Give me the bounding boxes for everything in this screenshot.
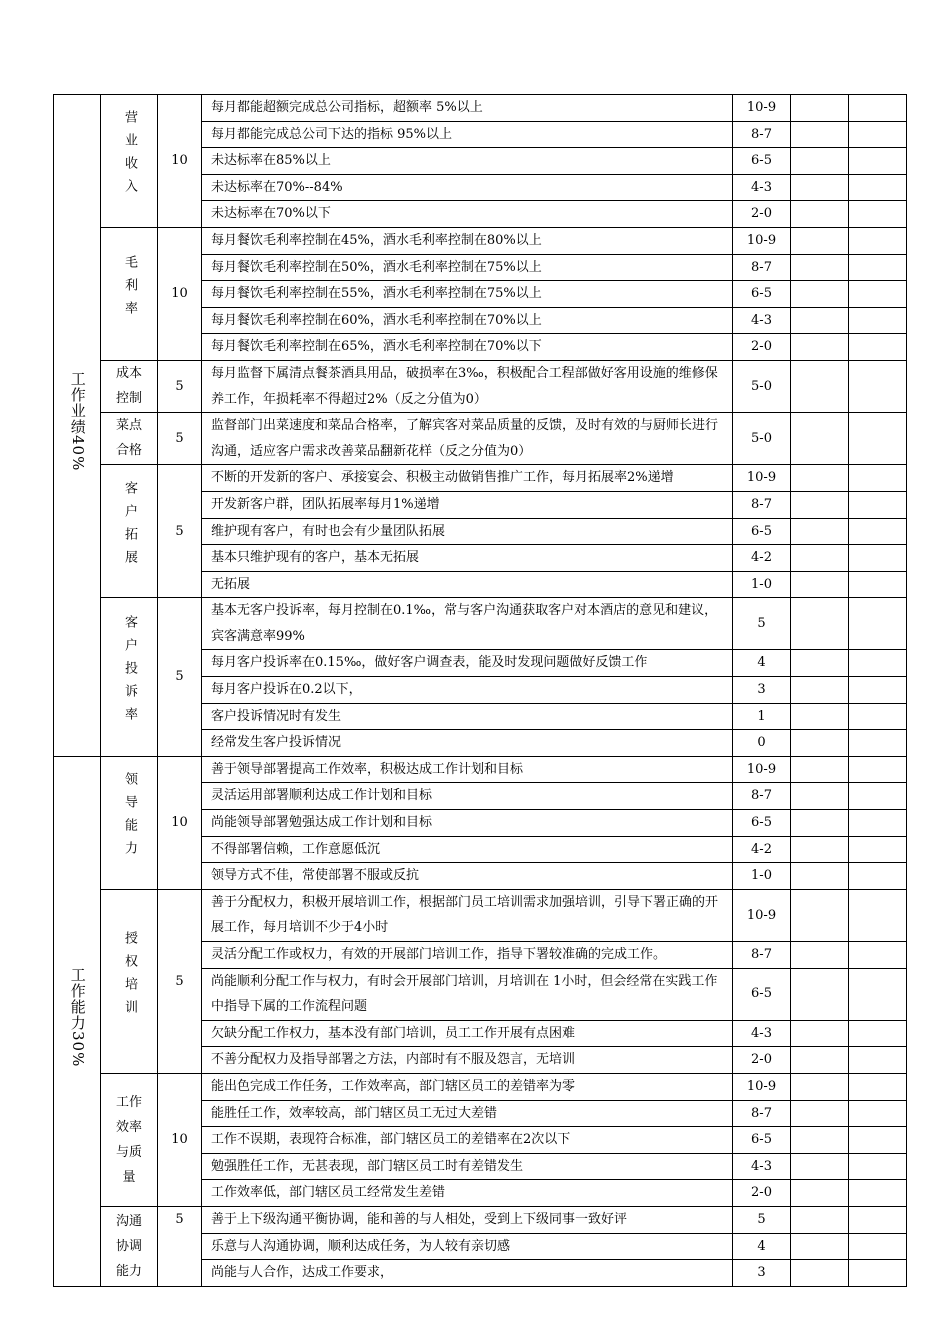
review-score-cell[interactable] <box>849 148 907 175</box>
item-name <box>101 889 158 1073</box>
item-weight: 5 <box>158 889 202 1073</box>
item-weight: 5 <box>158 465 202 598</box>
self-score-cell[interactable] <box>791 227 849 254</box>
review-score-cell[interactable] <box>849 677 907 704</box>
self-score-cell[interactable] <box>791 121 849 148</box>
self-score-cell[interactable] <box>791 756 849 783</box>
review-score-cell[interactable] <box>849 307 907 334</box>
item-weight: 5 <box>158 413 202 465</box>
criteria-text: 每月餐饮毛利率控制在45%，酒水毛利率控制在80%以上 <box>202 227 733 254</box>
criteria-score: 8-7 <box>733 942 791 969</box>
review-score-cell[interactable] <box>849 121 907 148</box>
criteria-score: 2-0 <box>733 1047 791 1074</box>
section-title <box>54 756 101 1286</box>
criteria-score: 5-0 <box>733 413 791 465</box>
criteria-text: 尚能与人合作，达成工作要求， <box>202 1260 733 1287</box>
self-score-cell[interactable] <box>791 1260 849 1287</box>
review-score-cell[interactable] <box>849 1260 907 1287</box>
criteria-text: 经常发生客户投诉情况 <box>202 730 733 757</box>
criteria-score: 5 <box>733 1206 791 1233</box>
criteria-text: 无拓展 <box>202 571 733 598</box>
criteria-text: 领导方式不佳，常使部署不服或反抗 <box>202 863 733 890</box>
criteria-score: 6-5 <box>733 810 791 837</box>
criteria-score: 8-7 <box>733 254 791 281</box>
self-score-cell[interactable] <box>791 1180 849 1207</box>
criteria-score: 1-0 <box>733 863 791 890</box>
criteria-text: 工作不误期，表现符合标准，部门辖区员工的差错率在2次以下 <box>202 1127 733 1154</box>
criteria-score: 4-2 <box>733 836 791 863</box>
review-score-cell[interactable] <box>849 703 907 730</box>
self-score-cell[interactable] <box>791 307 849 334</box>
self-score-cell[interactable] <box>791 1073 849 1100</box>
review-score-cell[interactable] <box>849 1180 907 1207</box>
criteria-score: 3 <box>733 1260 791 1287</box>
criteria-text: 尚能顺利分配工作与权力，有时会开展部门培训，月培训在 1小时，但会经常在实践工作中指导下属的工作流程问题 <box>202 968 733 1020</box>
criteria-score: 8-7 <box>733 1100 791 1127</box>
criteria-score: 2-0 <box>733 334 791 361</box>
self-score-cell[interactable] <box>791 1047 849 1074</box>
self-score-cell[interactable] <box>791 703 849 730</box>
criteria-score: 0 <box>733 730 791 757</box>
criteria-text: 尚能领导部署勉强达成工作计划和目标 <box>202 810 733 837</box>
table-row <box>54 756 907 783</box>
review-score-cell[interactable] <box>849 968 907 1020</box>
item-name-text: 工作效率与质量 <box>115 1094 142 1185</box>
criteria-text: 开发新客户群，团队拓展率每月1%递增 <box>202 491 733 518</box>
self-score-cell[interactable] <box>791 650 849 677</box>
review-score-cell[interactable] <box>849 942 907 969</box>
item-weight: 10 <box>158 1073 202 1206</box>
criteria-score: 10-9 <box>733 465 791 492</box>
review-score-cell[interactable] <box>849 95 907 122</box>
review-score-cell[interactable] <box>849 1020 907 1047</box>
self-score-cell[interactable] <box>791 281 849 308</box>
self-score-cell[interactable] <box>791 810 849 837</box>
self-score-cell[interactable] <box>791 598 849 650</box>
self-score-cell[interactable] <box>791 254 849 281</box>
self-score-cell[interactable] <box>791 730 849 757</box>
review-score-cell[interactable] <box>849 201 907 228</box>
criteria-score: 10-9 <box>733 756 791 783</box>
self-score-cell[interactable] <box>791 1100 849 1127</box>
self-score-cell[interactable] <box>791 174 849 201</box>
criteria-score: 4-3 <box>733 174 791 201</box>
review-score-cell[interactable] <box>849 518 907 545</box>
review-score-cell[interactable] <box>849 413 907 465</box>
criteria-text: 不得部署信赖，工作意愿低沉 <box>202 836 733 863</box>
criteria-score: 8-7 <box>733 491 791 518</box>
criteria-score: 3 <box>733 677 791 704</box>
review-score-cell[interactable] <box>849 756 907 783</box>
criteria-text: 不善分配权力及指导部署之方法，内部时有不服及怨言，无培训 <box>202 1047 733 1074</box>
review-score-cell[interactable] <box>849 281 907 308</box>
criteria-text: 每月都能超额完成总公司指标，超额率 5%以上 <box>202 95 733 122</box>
self-score-cell[interactable] <box>791 1233 849 1260</box>
item-name <box>101 756 158 889</box>
table-row <box>54 889 907 941</box>
review-score-cell[interactable] <box>849 836 907 863</box>
criteria-score: 8-7 <box>733 121 791 148</box>
criteria-score: 4-3 <box>733 307 791 334</box>
criteria-text: 客户投诉情况时有发生 <box>202 703 733 730</box>
criteria-text: 维护现有客户，有时也会有少量团队拓展 <box>202 518 733 545</box>
criteria-score: 4-3 <box>733 1153 791 1180</box>
item-name <box>101 95 158 228</box>
criteria-text: 善于上下级沟通平衡协调，能和善的与人相处，受到上下级同事一致好评 <box>202 1206 733 1233</box>
review-score-cell[interactable] <box>849 810 907 837</box>
item-weight: 10 <box>158 95 202 228</box>
criteria-text: 能出色完成工作任务，工作效率高，部门辖区员工的差错率为零 <box>202 1073 733 1100</box>
item-name-text: 营业收入 <box>122 110 137 203</box>
self-score-cell[interactable] <box>791 889 849 941</box>
review-score-cell[interactable] <box>849 360 907 412</box>
review-score-cell[interactable] <box>849 1100 907 1127</box>
item-weight: 5 <box>158 598 202 757</box>
self-score-cell[interactable] <box>791 968 849 1020</box>
criteria-score: 4 <box>733 1233 791 1260</box>
self-score-cell[interactable] <box>791 836 849 863</box>
table-row <box>54 227 907 254</box>
criteria-score: 2-0 <box>733 1180 791 1207</box>
criteria-text: 善于分配权力，积极开展培训工作，根据部门员工培训需求加强培训，引导下署正确的开展工作，每月培训不少于4小时 <box>202 889 733 941</box>
self-score-cell[interactable] <box>791 571 849 598</box>
item-name-text: 授权培训 <box>122 930 137 1023</box>
item-name <box>101 1206 158 1286</box>
table-row <box>54 598 907 650</box>
table-row <box>54 360 907 412</box>
self-score-cell[interactable] <box>791 942 849 969</box>
criteria-text: 能胜任工作，效率较高，部门辖区员工无过大差错 <box>202 1100 733 1127</box>
criteria-score: 10-9 <box>733 227 791 254</box>
review-score-cell[interactable] <box>849 227 907 254</box>
review-score-cell[interactable] <box>849 783 907 810</box>
item-name <box>101 360 158 412</box>
criteria-text: 灵活运用部署顺利达成工作计划和目标 <box>202 783 733 810</box>
section-title <box>54 95 101 757</box>
criteria-score: 6-5 <box>733 1127 791 1154</box>
review-score-cell[interactable] <box>849 491 907 518</box>
table-row <box>54 413 907 465</box>
self-score-cell[interactable] <box>791 334 849 361</box>
review-score-cell[interactable] <box>849 650 907 677</box>
criteria-text: 每月都能完成总公司下达的指标 95%以上 <box>202 121 733 148</box>
self-score-cell[interactable] <box>791 201 849 228</box>
item-name-text: 客户投诉率 <box>122 614 137 730</box>
criteria-text: 每月餐饮毛利率控制在60%，酒水毛利率控制在70%以上 <box>202 307 733 334</box>
self-score-cell[interactable] <box>791 1206 849 1233</box>
criteria-text: 每月餐饮毛利率控制在55%，酒水毛利率控制在75%以上 <box>202 281 733 308</box>
review-score-cell[interactable] <box>849 465 907 492</box>
self-score-cell[interactable] <box>791 518 849 545</box>
criteria-text: 乐意与人沟通协调，顺利达成任务，为人较有亲切感 <box>202 1233 733 1260</box>
criteria-score: 4 <box>733 650 791 677</box>
self-score-cell[interactable] <box>791 783 849 810</box>
criteria-text: 基本只维护现有的客户，基本无拓展 <box>202 545 733 572</box>
criteria-text: 未达标率在70%--84% <box>202 174 733 201</box>
criteria-score: 6-5 <box>733 281 791 308</box>
criteria-text: 每月餐饮毛利率控制在50%，酒水毛利率控制在75%以上 <box>202 254 733 281</box>
review-score-cell[interactable] <box>849 1153 907 1180</box>
criteria-text: 每月客户投诉在0.2以下， <box>202 677 733 704</box>
criteria-score: 8-7 <box>733 783 791 810</box>
item-name-text: 沟通协调能力 <box>115 1213 142 1279</box>
review-score-cell[interactable] <box>849 254 907 281</box>
review-score-cell[interactable] <box>849 174 907 201</box>
review-score-cell[interactable] <box>849 571 907 598</box>
criteria-score: 1-0 <box>733 571 791 598</box>
criteria-score: 5 <box>733 598 791 650</box>
review-score-cell[interactable] <box>849 334 907 361</box>
criteria-text: 不断的开发新的客户、承接宴会、积极主动做销售推广工作，每月拓展率2%递增 <box>202 465 733 492</box>
self-score-cell[interactable] <box>791 148 849 175</box>
self-score-cell[interactable] <box>791 1127 849 1154</box>
criteria-score: 6-5 <box>733 968 791 1020</box>
criteria-score: 10-9 <box>733 95 791 122</box>
review-score-cell[interactable] <box>849 889 907 941</box>
self-score-cell[interactable] <box>791 1020 849 1047</box>
criteria-text: 每月餐饮毛利率控制在65%，酒水毛利率控制在70%以下 <box>202 334 733 361</box>
criteria-score: 10-9 <box>733 1073 791 1100</box>
criteria-score: 6-5 <box>733 148 791 175</box>
review-score-cell[interactable] <box>849 1127 907 1154</box>
evaluation-table <box>53 94 907 1287</box>
review-score-cell[interactable] <box>849 545 907 572</box>
self-score-cell[interactable] <box>791 863 849 890</box>
table-row <box>54 1073 907 1100</box>
review-score-cell[interactable] <box>849 1206 907 1233</box>
section-title-text: 工作业绩40% <box>68 370 87 472</box>
item-name-text: 成本控制 <box>115 366 142 407</box>
criteria-score: 1 <box>733 703 791 730</box>
criteria-text: 工作效率低，部门辖区员工经常发生差错 <box>202 1180 733 1207</box>
review-score-cell[interactable] <box>849 730 907 757</box>
criteria-text: 善于领导部署提高工作效率，积极达成工作计划和目标 <box>202 756 733 783</box>
review-score-cell[interactable] <box>849 1233 907 1260</box>
criteria-score: 4-3 <box>733 1020 791 1047</box>
item-weight: 5 <box>158 1206 202 1286</box>
item-name-text: 毛利率 <box>122 254 137 324</box>
criteria-score: 6-5 <box>733 518 791 545</box>
item-name <box>101 1073 158 1206</box>
criteria-text: 未达标率在70%以下 <box>202 201 733 228</box>
criteria-text: 欠缺分配工作权力，基本没有部门培训，员工工作开展有点困难 <box>202 1020 733 1047</box>
review-score-cell[interactable] <box>849 1073 907 1100</box>
criteria-text: 监督部门出菜速度和菜品合格率，了解宾客对菜品质量的反馈，及时有效的与厨师长进行沟通，适应客户需求改善菜品翻新花样（反之分值为0） <box>202 413 733 465</box>
criteria-score: 5-0 <box>733 360 791 412</box>
item-name <box>101 598 158 757</box>
self-score-cell[interactable] <box>791 413 849 465</box>
item-name <box>101 227 158 360</box>
item-weight: 5 <box>158 360 202 412</box>
table-row <box>54 465 907 492</box>
item-name-text: 客户拓展 <box>122 480 137 573</box>
item-weight: 10 <box>158 756 202 889</box>
review-score-cell[interactable] <box>849 1047 907 1074</box>
criteria-text: 每月监督下属清点餐茶酒具用品，破损率在3‰，积极配合工程部做好客用设施的维修保养工作，年损耗率不得超过2%（反之分值为0） <box>202 360 733 412</box>
criteria-score: 10-9 <box>733 889 791 941</box>
self-score-cell[interactable] <box>791 95 849 122</box>
review-score-cell[interactable] <box>849 863 907 890</box>
criteria-score: 2-0 <box>733 201 791 228</box>
criteria-text: 勉强胜任工作，无甚表现，部门辖区员工时有差错发生 <box>202 1153 733 1180</box>
item-name <box>101 465 158 598</box>
item-name <box>101 413 158 465</box>
self-score-cell[interactable] <box>791 360 849 412</box>
review-score-cell[interactable] <box>849 598 907 650</box>
self-score-cell[interactable] <box>791 491 849 518</box>
criteria-text: 灵活分配工作或权力，有效的开展部门培训工作，指导下署较准确的完成工作。 <box>202 942 733 969</box>
criteria-text: 未达标率在85%以上 <box>202 148 733 175</box>
item-weight: 10 <box>158 227 202 360</box>
table-row <box>54 1206 907 1233</box>
self-score-cell[interactable] <box>791 465 849 492</box>
item-name-text: 菜点合格 <box>115 418 142 459</box>
self-score-cell[interactable] <box>791 677 849 704</box>
item-name-text: 领导能力 <box>122 772 137 865</box>
table-row <box>54 95 907 122</box>
criteria-score: 4-2 <box>733 545 791 572</box>
criteria-text: 基本无客户投诉率，每月控制在0.1‰，常与客户沟通获取客户对本酒店的意见和建议，宾客满意率99% <box>202 598 733 650</box>
self-score-cell[interactable] <box>791 545 849 572</box>
section-title-text: 工作能力30% <box>68 966 87 1068</box>
criteria-text: 每月客户投诉率在0.15‰，做好客户调查表，能及时发现问题做好反馈工作 <box>202 650 733 677</box>
self-score-cell[interactable] <box>791 1153 849 1180</box>
